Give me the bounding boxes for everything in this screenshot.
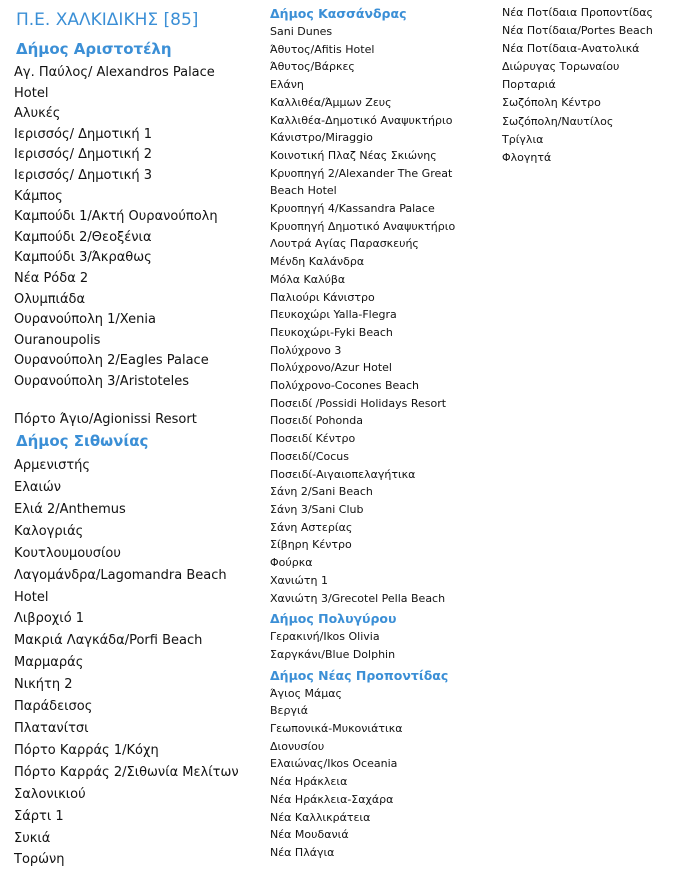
list-item: Ποσειδί/Cocus [270,449,349,463]
list-item: Άθυτος/Βάρκες [270,60,355,74]
beach-list [14,455,264,871]
list-item: Καλλιθέα-Δημοτικό Αναψυκτήριο [270,113,453,127]
list-item: Ποσειδί Κέντρο [270,432,356,446]
list-item: Πόρτο Καρράς 2/Σιθωνία Μελίτων [14,764,239,780]
municipality-heading: Δήμος Νέας Προποντίδας [270,667,449,683]
list-item: Αλυκές [14,106,61,122]
list-item: Πορταριά [502,78,556,92]
list-item: Καμπούδι 2/Θεοξένια [14,229,152,245]
list-item: Πολύχρονο-Cocones Beach [270,379,420,393]
list-item: Καλογριάς [14,523,84,539]
list-item: Νέα Ποτίδαια Προποντίδας [502,6,653,19]
list-item: Πευκοχώρι Yalla-Flegra [270,308,397,322]
list-item: Νέα Ηράκλεια [270,775,348,789]
list-item: Κοινοτική Πλαζ Νέας Σκιώνης [270,148,437,162]
list-item: Πολύχρονο 3 [270,343,342,357]
list-item: Καλλιθέα/Άμμων Ζευς [270,95,392,109]
municipality-heading: Δήμος Πολυγύρου [270,611,397,627]
list-item: Hotel [14,589,49,605]
list-item: Νικήτη 2 [14,677,73,693]
list-item: Αγ. Παύλος/ Alexandros Palace [14,65,215,80]
spacer [14,393,264,410]
list-item: Ποσειδί-Αιγαιοπελαγήτικα [270,467,416,481]
list-item: Σαλονικιού [14,786,86,802]
list-item: Πόρτο Καρράς 1/Κόχη [14,742,159,758]
list-item: Σάνη 3/Sani Club [270,502,364,516]
list-item: Ιερισσός/ Δημοτική 3 [14,167,152,183]
list-item: Κάνιστρο/Miraggio [270,131,373,145]
list-item: Sani Dunes [270,25,333,38]
list-item: Ελαιών [14,480,62,495]
list-item: Πευκοχώρι-Fyki Beach [270,325,393,339]
list-item: Ουρανούπολη 3/Aristoteles [14,373,189,389]
list-item: Μακριά Λαγκάδα/Porfi Beach [14,633,203,649]
list-item: Διώρυγας Τορωναίου [502,60,620,74]
list-item: Σαργκάνι/Blue Dolphin [270,647,396,661]
list-item: Hotel [14,85,49,101]
list-item: Σάνη Αστερίας [270,520,353,534]
list-item: Μόλα Καλύβα [270,272,346,286]
list-item: Παλιούρι Κάνιστρο [270,290,375,304]
list-item: Ελαιώνας/Ikos Oceania [270,757,398,771]
list-item: Ολυμπιάδα [14,291,86,307]
beach-list [270,685,495,862]
municipality-heading: Δήμος Αριστοτέλη [16,40,172,58]
list-item: Νέα Ηράκλεια-Σαχάρα [270,792,394,806]
column-left [14,8,264,871]
list-item: Ουρανούπολη 1/Xenia [14,312,156,328]
list-item: Καμπούδι 3/Άκραθως [14,250,152,266]
municipality-heading: Δήμος Σιθωνίας [16,432,149,451]
list-item: Διονυσίου [270,739,325,753]
municipality-heading: Δήμος Κασσάνδρας [270,6,407,21]
list-item: Γερακινή/Ikos Olivia [270,630,380,644]
list-item: Σάνη 2/Sani Beach [270,485,373,499]
list-item: Κάμπος [14,188,63,204]
list-item: Ελιά 2/Anthemus [14,501,126,517]
list-item: Κουτλουμουσίου [14,545,121,561]
list-item: Κρυοπηγή 2/Alexander The Great [270,166,453,180]
beach-list [14,63,264,430]
list-item: Ελάνη [270,78,304,92]
list-item: Άγιος Μάμας [270,686,342,700]
column-right [502,4,697,167]
list-item: Τρίγλια [502,132,544,146]
list-item: Μαρμαράς [14,655,84,671]
list-item: Μένδη Καλάνδρα [270,255,365,269]
beach-list [270,628,495,663]
list-item: Λαγομάνδρα/Lagomandra Beach [14,567,227,583]
list-item: Λουτρά Αγίας Παρασκευής [270,237,419,251]
list-item: Χανιώτη 3/Grecotel Pella Beach [270,591,446,605]
list-item: Σωζόπολη/Ναυτίλος [502,114,614,128]
list-item: Νέα Μουδανιά [270,828,349,842]
list-item: Χανιώτη 1 [270,573,328,587]
list-item: Ιερισσός/ Δημοτική 1 [14,126,152,142]
list-item: Πόρτο Άγιο/Agionissi Resort [14,411,197,427]
list-item: Αρμενιστής [14,458,91,474]
list-item: Φλογητά [502,150,552,164]
list-item: Βεργιά [270,704,308,718]
beach-list [270,23,495,607]
list-item: Νέα Ποτίδαια-Ανατολικά [502,42,640,56]
page-title: Π.Ε. ΧΑΛΚΙΔΙΚΗΣ [85] [16,10,199,30]
list-item: Γεωπονικά-Μυκονιάτικα [270,722,403,736]
list-item: Άθυτος/Afitis Hotel [270,42,375,56]
list-item: Beach Hotel [270,184,337,198]
list-item: Ιερισσός/ Δημοτική 2 [14,147,152,163]
list-item: Πλατανίτσι [14,720,89,736]
list-item: Λιβροχιό 1 [14,611,85,627]
beach-list [502,4,697,167]
list-item: Ουρανούπολη 2/Eagles Palace [14,353,209,369]
list-item: Παράδεισος [14,699,93,715]
list-item: Ποσειδί Pohonda [270,414,363,428]
list-item: Σωζόπολη Κέντρο [502,96,601,110]
column-middle [270,4,495,862]
list-item: Ποσειδί /Possidi Holidays Resort [270,396,447,410]
list-item: Σίβηρη Κέντρο [270,538,352,552]
list-item: Ouranoupolis [14,332,101,348]
list-item: Νέα Καλλικράτεια [270,810,371,824]
list-item: Πολύχρονο/Azur Hotel [270,361,392,375]
list-item: Φούρκα [270,556,313,570]
list-item: Νέα Ρόδα 2 [14,270,89,286]
list-item: Καμπούδι 1/Ακτή Ουρανούπολη [14,209,218,225]
list-item: Νέα Ποτίδαια/Portes Beach [502,24,653,38]
list-item: Κρυοπηγή Δημοτικό Αναψυκτήριο [270,219,456,233]
list-item: Νέα Πλάγια [270,845,335,859]
list-item: Σάρτι 1 [14,808,64,824]
list-item: Συκιά [14,830,51,846]
list-item: Τορώνη [14,852,65,868]
list-item: Κρυοπηγή 4/Kassandra Palace [270,202,435,216]
